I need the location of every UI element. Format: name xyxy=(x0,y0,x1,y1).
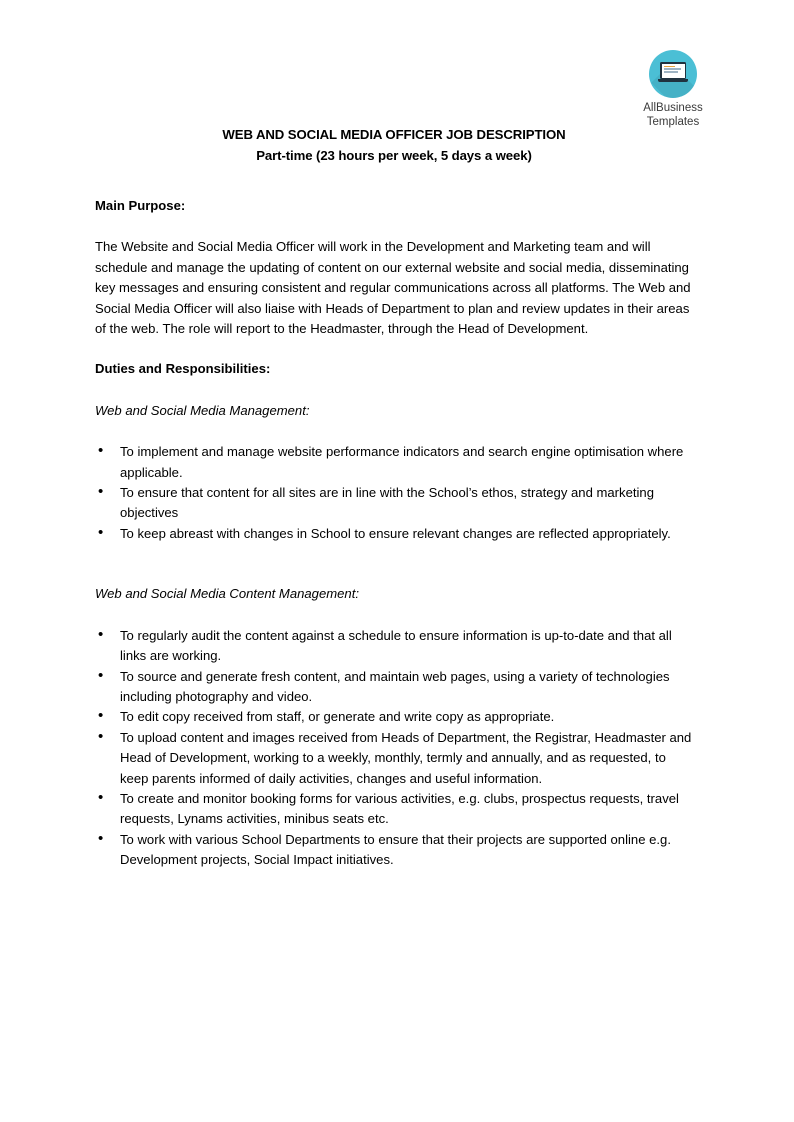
spacer xyxy=(95,380,695,401)
document-body xyxy=(95,196,695,871)
spacer xyxy=(95,216,695,237)
laptop-base xyxy=(658,79,688,82)
list-item: • To implement and manage website performance indicators and search engine optimisation where applicable. xyxy=(95,442,695,483)
page-subtitle: Part-time (23 hours per week, 5 days a week) xyxy=(256,148,532,163)
allbusiness-templates-logo xyxy=(627,50,719,129)
screen-line-accent xyxy=(664,66,675,68)
screen-line-2 xyxy=(664,71,678,73)
laptop-screen xyxy=(662,64,685,78)
logo-text-line2: Templates xyxy=(646,115,700,128)
content-management-bullet-list xyxy=(95,626,695,871)
list-item: • To upload content and images received from Heads of Department, the Registrar, Headmaster and Head of Development, working to a weekly, monthly, termly and annually, and as requested, to keep parents informed of daily activities, changes and useful information. xyxy=(95,728,695,789)
spacer xyxy=(95,544,695,584)
page-title: WEB AND SOCIAL MEDIA OFFICER JOB DESCRIPTION xyxy=(222,127,566,142)
laptop-glyph xyxy=(658,62,688,83)
screen-line-1 xyxy=(664,68,681,70)
subsection-heading-content-management: Web and Social Media Content Management: xyxy=(95,586,359,602)
logo-text-line1: AllBusiness xyxy=(643,102,703,114)
spacer xyxy=(95,339,695,359)
list-item: • To work with various School Departments to ensure that their projects are supported online e.g. Development projects, Social Impact initiatives. xyxy=(95,830,695,871)
section-heading-duties: Duties and Responsibilities: xyxy=(95,361,271,377)
section-heading-main-purpose: Main Purpose: xyxy=(95,198,186,213)
list-item: • To ensure that content for all sites are in line with the School’s ethos, strategy and marketing objectives xyxy=(95,483,695,524)
list-item: • To keep abreast with changes in School to ensure relevant changes are reflected appropriately. xyxy=(95,524,695,544)
laptop-lid xyxy=(660,62,686,79)
spacer xyxy=(95,605,695,626)
list-item: • To edit copy received from staff, or generate and write copy as appropriate. xyxy=(95,707,695,727)
subsection-heading-management: Web and Social Media Management: xyxy=(95,402,310,418)
list-item: • To create and monitor booking forms for various activities, e.g. clubs, prospectus requests, travel requests, Lynams activities, minibus seats etc. xyxy=(95,789,695,830)
list-item: • To source and generate fresh content, and maintain web pages, using a variety of technologies including photography and video. xyxy=(95,667,695,708)
management-bullet-list xyxy=(95,442,695,544)
spacer xyxy=(95,421,695,442)
laptop-icon xyxy=(649,50,697,98)
main-purpose-paragraph: The Website and Social Media Officer will work in the Development and Marketing team and will schedule and manage the updating of content on our external website and social media, disseminating key messages and ensuring consistent and regular communications across all platforms. The Web and Social Media Officer will also liaise with Heads of Department to plan and review updates in their areas of the web. The role will report to the Headmaster, through the Head of Development. xyxy=(95,239,691,337)
list-item: • To regularly audit the content against a schedule to ensure information is up-to-date and that all links are working. xyxy=(95,626,695,667)
